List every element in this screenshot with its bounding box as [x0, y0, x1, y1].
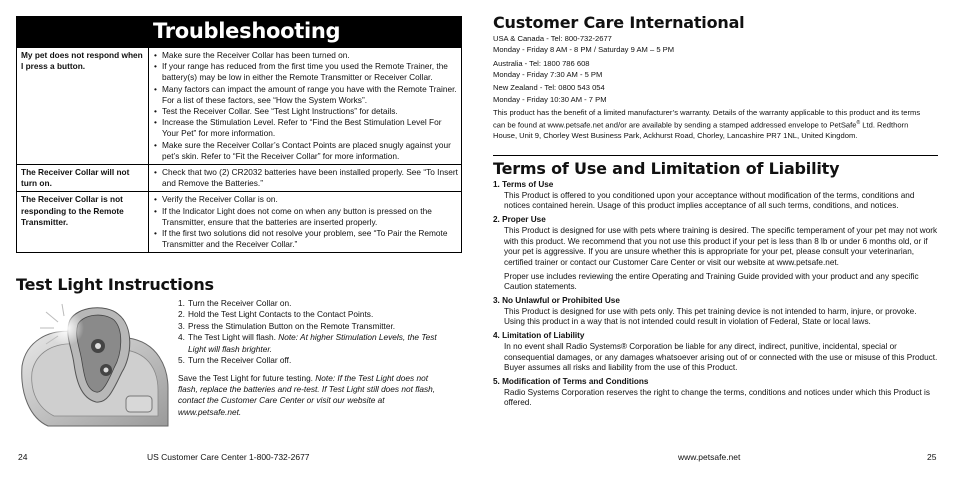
contact-line: Monday - Friday 7:30 AM - 5 PM [493, 70, 603, 79]
solution-cell [149, 192, 462, 253]
contact-line: Australia - Tel: 1800 786 608 [493, 59, 590, 68]
test-light-steps [178, 298, 438, 366]
table-row [17, 48, 462, 165]
contact-line: USA & Canada - Tel: 800-732-2677 [493, 34, 612, 43]
test-light-save-note: Save the Test Light for future testing. Note: If the Test Light does not flash, replace the batteries and re-test. If Test Light still does not flash, contact the Customer Care Center or visit our website at www.petsafe.net. [178, 373, 436, 417]
list-item: • Check that two (2) CR2032 batteries have been installed properly. See “To Insert and Remove the Batteries.” [154, 167, 458, 189]
step-note: Note: At higher Stimulation Levels, the Test Light will flash brighter. [188, 332, 437, 354]
list-item: 5. Turn the Receiver Collar off. [178, 355, 292, 366]
solution-cell [149, 165, 462, 192]
list-item: • Many factors can impact the amount of range you have with the Remote Trainer. For a list of these factors, see “How the System Works”. [154, 83, 457, 105]
contact-line: Monday - Friday 8 AM - 8 PM / Saturday 9 AM – 5 PM [493, 45, 675, 54]
list-item: 3. Press the Stimulation Button on the Remote Transmitter. [178, 320, 396, 331]
list-item: • Make sure the Receiver Collar’s Contact Points are placed snugly against your pet’s skin. Refer to “Fit the Receiver Collar” for more information. [154, 139, 451, 161]
section-paragraph: Radio Systems Corporation reserves the right to change the terms, conditions and notices under which this Product is offered. [504, 387, 930, 408]
customer-care-title: Customer Care International [493, 13, 745, 32]
table-row [17, 192, 462, 253]
troubleshooting-title: Troubleshooting [16, 16, 462, 47]
section-heading: 5. Modification of Terms and Conditions [493, 376, 649, 386]
contact-line: Monday - Friday 10:30 AM - 7 PM [493, 95, 607, 104]
page-number-right: 25 [927, 452, 937, 462]
list-item: • Test the Receiver Collar. See “Test Light Instructions” for details. [154, 106, 398, 117]
problem-cell: My pet does not respond when I press a button. [17, 48, 149, 165]
list-item: • If your range has reduced from the first time you used the Remote Trainer, the battery(s) may be low in either the Remote Transmitter or Receiver Collar. [154, 61, 448, 83]
solution-cell [149, 48, 462, 165]
section-heading: 1. Terms of Use [493, 180, 554, 189]
list-item: 4. The Test Light will flash. Note: At higher Stimulation Levels, the Test Light will flash brighter. [178, 332, 437, 354]
list-item: • If the first two solutions did not resolve your problem, see “To Pair the Remote Transmitter and the Receiver Collar.” [154, 228, 448, 250]
section-heading: 4. Limitation of Liability [493, 331, 585, 341]
list-item: • Increase the Stimulation Level. Refer to “Find the Best Stimulation Level For Your Pet” for more information. [154, 117, 442, 139]
section-paragraph: This Product is offered to you conditioned upon your acceptance without modification of the terms, conditions and notices contained herein. Usage of this product implies acceptance of all such terms, conditions, and notices. [504, 190, 915, 211]
list-item: 1. Turn the Receiver Collar on. [178, 298, 292, 308]
list-item: • If the Indicator Light does not come on when any button is pressed on the Transmitter, ensure that the batteries are inserted properly. [154, 205, 432, 227]
test-light-illustration [18, 298, 174, 436]
test-light-title: Test Light Instructions [16, 275, 214, 294]
section-heading: 3. No Unlawful or Prohibited Use [493, 296, 620, 306]
page-number-left: 24 [18, 452, 28, 462]
footer-customer-care: US Customer Care Center 1-800-732-2677 [147, 452, 310, 462]
terms-body [493, 180, 938, 412]
troubleshooting-table [16, 47, 462, 253]
section-paragraph: In no event shall Radio Systems® Corporation be liable for any direct, indirect, punitive, incidental, special or consequential damages, or any damages whatsoever arising out of or connected with the use or misuse of this Product. Buyer assumes all risks and liability from the use of this Product. [504, 341, 938, 373]
section-heading: 2. Proper Use [493, 215, 546, 225]
list-item: • Verify the Receiver Collar is on. [154, 194, 278, 205]
section-paragraph: Proper use includes reviewing the entire Operating and Training Guide provided with your product and any specific Caution statements. [504, 271, 919, 292]
list-item: • Make sure the Receiver Collar has been turned on. [154, 50, 350, 60]
problem-cell: The Receiver Collar will not turn on. [17, 165, 149, 192]
section-divider [493, 155, 938, 156]
warranty-text: This product has the benefit of a limited manufacturer’s warranty. Details of the warranty applicable to this product and its terms can be found at www.petsafe.net and/or are available by sending a stamped addressed envelope to PetSafe® Ltd. Redthorn House, Unit 9, Chorley West Business Park, Ackhurst Road, Chorley, Lancashire PR7 1NL, United Kingdom. [493, 108, 921, 141]
list-item: 2. Hold the Test Light Contacts to the Contact Points. [178, 309, 374, 320]
table-row [17, 165, 462, 192]
terms-title: Terms of Use and Limitation of Liability [493, 159, 840, 178]
footer-website: www.petsafe.net [678, 452, 741, 462]
section-paragraph: This Product is designed for use with pets where training is desired. The specific temperament of your pet may not work with this product. We recommend that you not use this product if your pet is less than 8 lb or under 6 months old, or if your pet is aggressive. If you are unsure whether this is appropriate for your pet, please consult your veterinarian, certified trainer or contact our Customer Care Center or visit our website at www.petsafe.net. [504, 225, 938, 267]
problem-cell: The Receiver Collar is not responding to the Remote Transmitter. [17, 192, 149, 253]
contact-line: New Zealand - Tel: 0800 543 054 [493, 83, 605, 92]
section-paragraph: This Product is designed for use with pets only. This pet training device is not intended to harm, injure, or provoke. Using this product in a way that is not intended could result in violation of Federal, State or local laws. [504, 306, 917, 327]
